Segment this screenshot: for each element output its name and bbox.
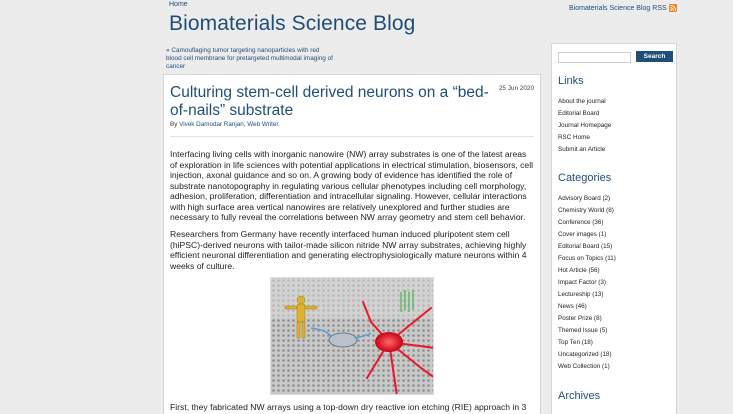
byline-prefix: By	[170, 121, 178, 128]
list-item	[558, 349, 616, 361]
home-link[interactable]: Home	[169, 1, 188, 8]
sidebar-link[interactable]: RSC Home	[558, 134, 590, 141]
category-link[interactable]: Lectureship (13)	[558, 291, 604, 298]
sidebar-link[interactable]: About the journal	[558, 98, 606, 105]
list-item	[558, 217, 616, 229]
post-paragraph: Interfacing living cells with inorganic nanowire (NW) array substrates is one of the latest areas of exploration in life sciences with potential applications in electrical stimulation, biosensors, cell injection, axonal guidance and so on. A growing body of evidence has identified the role of substrate nanotopography in regulating various cellular phenotypes including cell morphology, adhesion, proliferation, differentiation and intracellular signaling. However, cellular interactions with high surface area vertical nanowires are relatively unexplored and further studies are necessary to fully reveal the correlations between NW array geometry and stem cell behavior.	[170, 149, 534, 222]
category-link[interactable]: Focus on Topics (11)	[558, 255, 616, 262]
links-list	[558, 96, 611, 156]
category-link[interactable]: Poster Prize (8)	[558, 315, 602, 322]
author-link[interactable]: Vivek Damodar Ranjan, Web Writer.	[179, 121, 280, 128]
list-item	[558, 289, 616, 301]
category-link[interactable]: Hot Article (56)	[558, 267, 600, 274]
list-item	[558, 144, 611, 156]
list-item	[558, 277, 616, 289]
category-link[interactable]: Top Ten (18)	[558, 339, 593, 346]
category-link[interactable]: Conference (36)	[558, 219, 604, 226]
list-item	[558, 241, 616, 253]
sidebar-link[interactable]: Submit an Article	[558, 146, 606, 153]
search-button[interactable]: Search	[636, 51, 673, 62]
rss-link[interactable]	[569, 4, 677, 12]
sidebar	[551, 43, 677, 414]
search-input[interactable]	[558, 52, 631, 63]
sidebar-link[interactable]: Editorial Board	[558, 110, 600, 117]
blog-title[interactable]: Biomaterials Science Blog	[169, 12, 416, 35]
post-paragraph: Researchers from Germany have recently interfaced human induced pluripotent stem cell (hiPSC)-derived neurons with tailor-made silicon nitride NW array substrates, achieving highly efficient neuronal differentiation and generating electrophysiologically mature neurons within 4 weeks of culture.	[170, 229, 527, 271]
category-link[interactable]: Themed Issue (5)	[558, 327, 608, 334]
post-paragraph: First, they fabricated NW arrays using a top-down dry reactive ion etching (RIE) approach in 3	[170, 402, 527, 412]
post-byline	[170, 121, 280, 128]
post-container	[163, 74, 541, 414]
categories-heading: Categories	[558, 172, 612, 184]
list-item	[558, 132, 611, 144]
rss-link-label: Biomaterials Science Blog RSS	[569, 4, 667, 12]
categories-list	[558, 193, 616, 373]
neuron-nanowire-illustration	[271, 278, 434, 395]
category-link[interactable]: Uncategorized (18)	[558, 351, 612, 358]
category-link[interactable]: News (46)	[558, 303, 587, 310]
list-item	[558, 205, 616, 217]
post-date: 25 Jun 2020	[498, 85, 534, 92]
divider	[170, 136, 534, 137]
list-item	[558, 96, 611, 108]
list-item	[558, 120, 611, 132]
list-item	[558, 108, 611, 120]
category-link[interactable]: Cover images (1)	[558, 231, 607, 238]
list-item	[558, 325, 616, 337]
archives-heading: Archives	[558, 390, 601, 402]
list-item	[558, 265, 616, 277]
list-item	[558, 301, 616, 313]
list-item	[558, 361, 616, 373]
post-figure-image[interactable]	[270, 277, 434, 395]
list-item	[558, 253, 616, 265]
previous-post-nav	[166, 47, 336, 71]
list-item	[558, 229, 616, 241]
post-title[interactable]: Culturing stem-cell derived neurons on a “bed-of-nails” substrate	[170, 84, 489, 119]
category-link[interactable]: Editorial Board (15)	[558, 243, 613, 250]
category-link[interactable]: Advisory Board (2)	[558, 195, 611, 202]
category-link[interactable]: Impact Factor (3)	[558, 279, 606, 286]
category-link[interactable]: Chemistry World (8)	[558, 207, 614, 214]
sidebar-link[interactable]: Journal Homepage	[558, 122, 612, 129]
previous-post-link[interactable]: Camouflaging tumor targeting nanoparticles with red blood cell membrane for pretargeted multimodal imaging of cancer	[166, 47, 333, 70]
list-item	[558, 193, 616, 205]
category-link[interactable]: Web Collection (1)	[558, 363, 610, 370]
links-heading: Links	[558, 75, 584, 87]
list-item	[558, 313, 616, 325]
list-item	[558, 337, 616, 349]
prev-arrow: «	[166, 47, 170, 54]
rss-icon	[669, 4, 677, 12]
